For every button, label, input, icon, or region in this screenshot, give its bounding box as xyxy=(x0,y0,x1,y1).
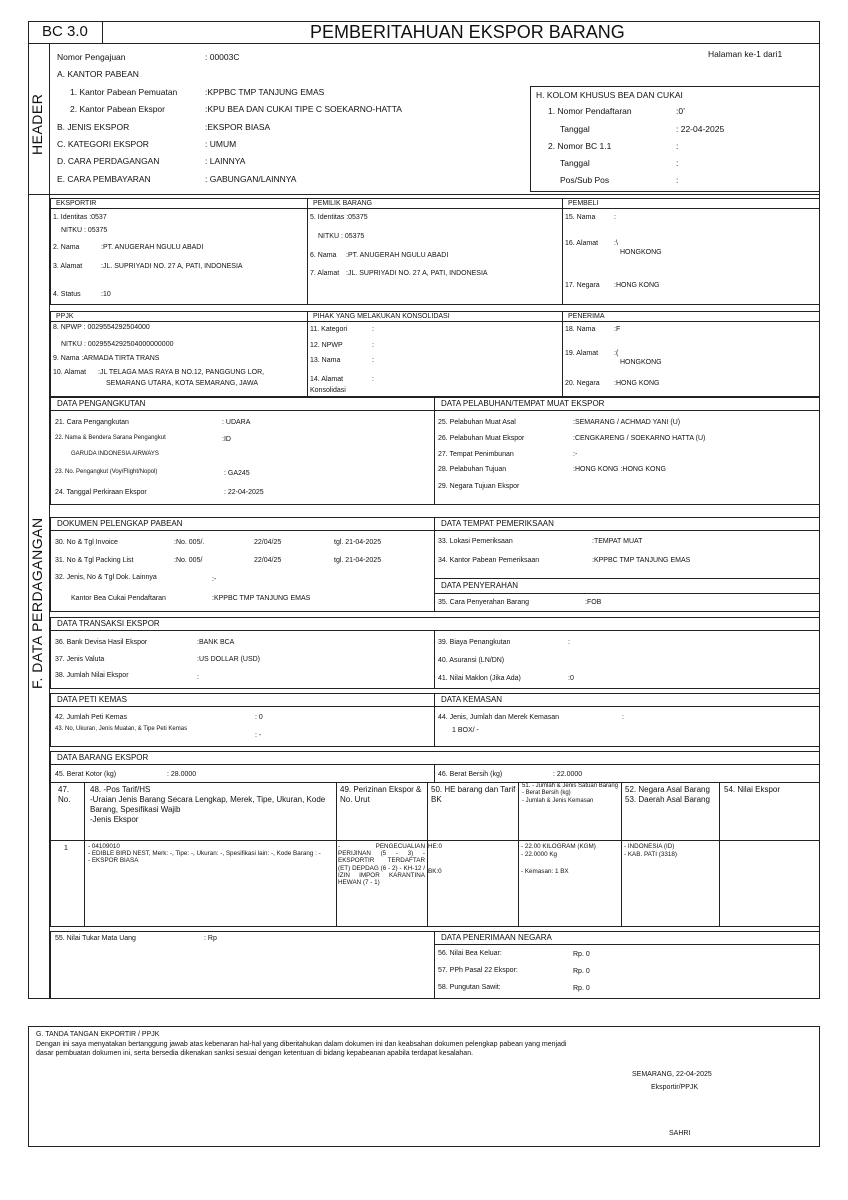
f58-label: 58. Pungutan Sawit: xyxy=(438,984,501,991)
barang-weights-line xyxy=(50,782,820,783)
f30-value-date: 22/04/25 xyxy=(254,539,282,546)
dokumen-title-line xyxy=(50,530,820,531)
f27-value: :- xyxy=(573,451,578,458)
pengangkutan-divider xyxy=(434,397,435,505)
kantor-ekspor-value: :KPU BEA DAN CUKAI TIPE C SOEKARNO-HATTA xyxy=(205,104,402,114)
konsolidasi-kategori: 11. Kategori xyxy=(310,326,348,333)
f35-label: 35. Cara Penyerahan Barang xyxy=(438,599,530,606)
f24-label: 24. Tanggal Perkiraan Ekspor xyxy=(55,489,147,496)
petikemas-title: DATA PETI KEMAS xyxy=(57,695,127,704)
f55-label: 55. Nilai Tukar Mata Uang xyxy=(55,935,136,942)
penerima-nama-value: :F xyxy=(614,326,621,333)
ppjk-title: PPJK xyxy=(56,313,74,320)
petikemas-divider xyxy=(434,693,435,747)
signature-role: Eksportir/PPJK xyxy=(651,1084,699,1091)
penyerahan-top-line xyxy=(434,578,820,579)
f30-value: :No. 005/. xyxy=(174,539,205,546)
pemilik-identitas: 5. Identitas :05375 xyxy=(310,214,368,221)
f30-tgl: tgl. 21-04-2025 xyxy=(334,539,382,546)
f21-value: : UDARA xyxy=(222,419,251,426)
pengangkutan-title: DATA PENGANGKUTAN xyxy=(57,399,146,408)
pembeli-negara-value: :HONG KONG xyxy=(614,282,660,289)
transaksi-divider xyxy=(434,630,435,689)
pembeli-title: PEMBELI xyxy=(568,200,599,207)
header-bottom-line xyxy=(28,194,820,195)
f32-value: :- xyxy=(212,576,217,583)
item-row-negara-asal: - INDONESIA (ID) xyxy=(624,843,675,850)
pemilik-alamat-label: 7. Alamat xyxy=(310,270,340,277)
petikemas-block xyxy=(50,693,820,747)
col-52-right xyxy=(719,782,720,927)
pemilik-nitku: NITKU : 05375 xyxy=(318,233,365,240)
f45-value: : 28.0000 xyxy=(167,771,197,778)
konsolidasi-alamat-2: Konsolidasi xyxy=(310,387,346,394)
eksportir-title: EKSPORTIR xyxy=(56,200,97,207)
pemilik-nama-label: 6. Nama xyxy=(310,252,337,259)
nomor-pengajuan-label: Nomor Pengajuan xyxy=(57,52,126,62)
nomor-bc11-value: : xyxy=(676,141,679,151)
dokumen-title: DOKUMEN PELENGKAP PABEAN xyxy=(57,519,183,528)
col-header-47: 47. No. xyxy=(58,785,71,804)
col-header-50: 50. HE barang dan Tarif BK xyxy=(431,785,516,804)
title-code-divider xyxy=(102,21,103,44)
transaksi-block xyxy=(50,617,820,689)
pemilik-title: PEMILIK BARANG xyxy=(313,200,373,207)
f29-label: 29. Negara Tujuan Ekspor xyxy=(438,483,520,490)
nomor-bc11-label: 2. Nomor BC 1.1 xyxy=(548,141,612,151)
f43-value: : - xyxy=(255,732,262,739)
f30-label: 30. No & Tgl Invoice xyxy=(55,539,118,546)
ppjk-npwp: 8. NPWP : 0029554292504000 xyxy=(53,324,150,331)
f34-label: 34. Kantor Pabean Pemeriksaan xyxy=(438,557,540,564)
item-row-perizinan: - PENGECUALIAN PERIJINAN (5 - 3) - EKSPORTIR TERDAFTAR (ET) DEPDAG (6 - 2) - KH-12 / IZIN IMPOR KARANTINA HEWAN (7 - 1) xyxy=(338,843,425,887)
f39-label: 39. Biaya Penangkutan xyxy=(438,639,511,646)
ppjk-alamat-label: 10. Alamat xyxy=(53,369,87,376)
page-info: Halaman ke-1 dari1 xyxy=(708,49,783,59)
f38-value: : xyxy=(197,674,199,681)
penerimaan-divider xyxy=(434,931,435,999)
ppjk-alamat-value-1: :JL TELAGA MAS RAYA B NO.12, PANGGUNG LOR, xyxy=(98,369,265,376)
f40-label: 40. Asuransi (LN/DN) xyxy=(438,657,505,664)
ppjk-alamat-value-2: SEMARANG UTARA, KOTA SEMARANG, JAWA xyxy=(106,380,259,387)
parties-2-title-line xyxy=(50,321,820,322)
kantor-ekspor-label: 2. Kantor Pabean Ekspor xyxy=(70,104,165,114)
f25-label: 25. Pelabuhan Muat Asal xyxy=(438,419,516,426)
f35-value: :FOB xyxy=(585,599,602,606)
cara-perdagangan-value: : LAINNYA xyxy=(205,156,246,166)
f44-value: 1 BOX/ - xyxy=(452,727,479,734)
eksportir-identitas: 1. Identitas :0537 xyxy=(53,214,107,221)
parties-2-divider-b xyxy=(562,311,563,397)
kantor-pemuatan-label: 1. Kantor Pabean Pemuatan xyxy=(70,87,178,97)
penerima-negara-value: :HONG KONG xyxy=(614,380,660,387)
konsolidasi-nama: 13. Nama xyxy=(310,357,341,364)
transaksi-title-line xyxy=(50,630,820,631)
f56-label: 56. Nilai Bea Keluar: xyxy=(438,950,502,957)
col-51-right xyxy=(621,782,622,927)
pemilik-nama-value: :PT. ANUGERAH NGULU ABADI xyxy=(346,252,449,259)
col-48-right xyxy=(336,782,337,927)
f44-colon: : xyxy=(622,714,624,721)
eksportir-alamat-label: 3. Alamat xyxy=(53,263,83,270)
f45-label: 45. Berat Kotor (kg) xyxy=(55,771,117,778)
eksportir-nitku: NITKU : 05375 xyxy=(61,227,108,234)
penyerahan-title: DATA PENYERAHAN xyxy=(441,581,519,590)
nomor-pendaftaran-value: :0’ xyxy=(676,106,685,116)
item-row-he: HE:0 xyxy=(428,843,442,850)
parties-2-divider-a xyxy=(307,311,308,397)
ppjk-nitku: NITKU : 0029554292504000000000 xyxy=(61,341,174,348)
penerima-title: PENERIMA xyxy=(568,313,605,320)
cara-pembayaran-value: : GABUNGAN/LAINNYA xyxy=(205,174,297,184)
f41-value: :0 xyxy=(568,675,574,682)
title-bottom-line xyxy=(28,43,820,44)
f57-value: Rp. 0 xyxy=(573,968,590,975)
f22-label: 22. Nama & Bendera Sarana Pengangkut xyxy=(55,435,166,441)
f42-value: : 0 xyxy=(255,714,263,721)
konsolidasi-npwp: 12. NPWP xyxy=(310,342,343,349)
pos-subpos-label: Pos/Sub Pos xyxy=(560,175,610,185)
f26-label: 26. Pelabuhan Muat Ekspor xyxy=(438,435,525,442)
konsolidasi-alamat-colon: : xyxy=(372,376,374,383)
f22-value: :ID xyxy=(222,436,231,443)
item-row-kemasan: - Kemasan: 1 BX xyxy=(521,868,569,875)
form-title: PEMBERITAHUAN EKSPOR BARANG xyxy=(310,22,625,42)
signature-title: G. TANDA TANGAN EKPORTIR / PPJK xyxy=(36,1031,160,1038)
form-code: BC 3.0 xyxy=(42,23,88,40)
penerima-alamat-value-2: HONGKONG xyxy=(620,359,662,366)
signature-place-date: SEMARANG, 22-04-2025 xyxy=(632,1071,712,1078)
f31-label: 31. No & Tgl Packing List xyxy=(55,557,134,564)
parties-1-divider-a xyxy=(307,198,308,305)
pembeli-nama-value: : xyxy=(614,214,616,221)
dokumen-divider xyxy=(434,517,435,612)
cara-perdagangan-label: D. CARA PERDAGANGAN xyxy=(57,156,160,166)
signature-statement-1: Dengan ini saya menyatakan bertanggung jawab atas kebenaran hal-hal yang diberitahukan dalam dokumen ini dan keabsahan dokumen pelengkap pabean yang menjadi xyxy=(36,1041,567,1048)
penyerahan-title-line xyxy=(434,593,820,594)
eksportir-status-label: 4. Status xyxy=(53,291,81,298)
f23-value: : GA245 xyxy=(224,470,250,477)
f27-label: 27. Tempat Penimbunan xyxy=(438,451,514,458)
pembeli-nama-label: 15. Nama xyxy=(565,214,596,221)
col-header-54: 54. Nilai Ekspor xyxy=(724,785,781,794)
penerima-negara-label: 20. Negara xyxy=(565,380,600,387)
f37-label: 37. Jenis Valuta xyxy=(55,656,105,663)
ppjk-nama: 9. Nama :ARMADA TIRTA TRANS xyxy=(53,355,160,362)
col-49-right xyxy=(427,782,428,927)
kbc-label: Kantor Bea Cukai Pendaftaran xyxy=(71,595,166,602)
f42-label: 42. Jumlah Peti Kemas xyxy=(55,714,127,721)
barang-title-line xyxy=(50,764,820,765)
konsolidasi-npwp-colon: : xyxy=(372,342,374,349)
f31-tgl: tgl. 21-04-2025 xyxy=(334,557,382,564)
f26-value: :CENGKARENG / SOEKARNO HATTA (U) xyxy=(573,435,706,442)
pengangkutan-block xyxy=(50,397,820,505)
f38-label: 38. Jumlah Nilai Ekspor xyxy=(55,672,129,679)
kategori-ekspor-label: C. KATEGORI EKSPOR xyxy=(57,139,149,149)
parties-1-divider-b xyxy=(562,198,563,305)
jenis-ekspor-label: B. JENIS EKSPOR xyxy=(57,122,130,132)
col-50-right xyxy=(518,782,519,927)
f31-value-date: 22/04/25 xyxy=(254,557,282,564)
pembeli-alamat-label: 16. Alamat xyxy=(565,240,599,247)
jenis-ekspor-value: :EKSPOR BIASA xyxy=(205,122,271,132)
konsolidasi-nama-colon: : xyxy=(372,357,374,364)
f24-value: : 22-04-2025 xyxy=(224,489,264,496)
side-label-trade: F. DATA PERDAGANGAN xyxy=(29,517,45,689)
eksportir-nama-label: 2. Nama xyxy=(53,244,80,251)
f41-label: 41. Nilai Maklon (Jika Ada) xyxy=(438,675,521,682)
cara-pembayaran-label: E. CARA PEMBAYARAN xyxy=(57,174,151,184)
f36-label: 36. Bank Devisa Hasil Ekspor xyxy=(55,639,148,646)
col-header-49: 49. Perizinan Ekspor & No. Urut xyxy=(340,785,422,804)
f44-label: 44. Jenis, Jumlah dan Merek Kemasan xyxy=(438,714,560,721)
f31-value: :No. 005/ xyxy=(174,557,203,564)
parties-1-title-line xyxy=(50,208,820,209)
barang-title: DATA BARANG EKSPOR xyxy=(57,753,149,762)
barang-weights-divider xyxy=(434,764,435,782)
f46-value: : 22.0000 xyxy=(553,771,583,778)
kemasan-title: DATA KEMASAN xyxy=(441,695,503,704)
konsolidasi-title: PIHAK YANG MELAKUKAN KONSOLIDASI xyxy=(313,313,450,320)
petikemas-title-line xyxy=(50,706,820,707)
f46-label: 46. Berat Bersih (kg) xyxy=(438,771,503,778)
barang-header-line xyxy=(50,840,820,841)
col-header-51: 51. - Jumlah & Jenis Satuan Barang - Berat Bersih (kg) - Jumlah & Jenis Kemasan xyxy=(522,783,619,804)
nomor-pengajuan-value: : 00003C xyxy=(205,52,240,62)
f33-label: 33. Lokasi Pemeriksaan xyxy=(438,538,513,545)
f32-label: 32. Jenis, No & Tgl Dok. Lainnya xyxy=(55,574,157,581)
nomor-pendaftaran-label: 1. Nomor Pendaftaran xyxy=(548,106,632,116)
item-row-no: 1 xyxy=(64,845,68,852)
f23-label: 23. No. Pengangkut (Voy/Flight/Nopol) xyxy=(55,469,158,475)
pembeli-negara-label: 17. Negara xyxy=(565,282,600,289)
penerima-nama-label: 18. Nama xyxy=(565,326,596,333)
f56-value: Rp. 0 xyxy=(573,951,590,958)
penerima-alamat-label: 19. Alamat xyxy=(565,350,599,357)
penerimaan-title-line xyxy=(434,944,820,945)
pembeli-alamat-value-2: HONGKONG xyxy=(620,249,662,256)
eksportir-alamat-value: :JL. SUPRIYADI NO. 27 A, PATI, INDONESIA xyxy=(101,263,243,270)
barang-block xyxy=(50,751,820,927)
transaksi-title: DATA TRANSAKSI EKSPOR xyxy=(57,619,160,628)
item-row-daerah-asal: - KAB. PATI (3318) xyxy=(624,851,677,858)
col-47-right xyxy=(84,782,85,927)
pembeli-alamat-value-1: :\ xyxy=(614,240,618,247)
konsolidasi-alamat-1: 14. Alamat xyxy=(310,376,344,383)
col-header-48: 48. -Pos Tarif/HS -Uraian Jenis Barang Secara Lengkap, Merek, Tipe, Ukuran, Kode Barang, Spesifikasi Wajib -Jenis Ekspor xyxy=(90,785,326,824)
kantor-pemuatan-value: :KPPBC TMP TANJUNG EMAS xyxy=(205,87,325,97)
f25-value: :SEMARANG / ACHMAD YANI (U) xyxy=(573,419,681,426)
item-row-bk: BK:0 xyxy=(428,868,442,875)
pos-subpos-value: : xyxy=(676,175,679,185)
f28-label: 28. Pelabuhan Tujuan xyxy=(438,466,507,473)
f28-value: :HONG KONG :HONG KONG xyxy=(573,466,666,473)
f34-value: :KPPBC TMP TANJUNG EMAS xyxy=(592,557,691,564)
pemeriksaan-title: DATA TEMPAT PEMERIKSAAN xyxy=(441,519,554,528)
kantor-pabean-label: A. KANTOR PABEAN xyxy=(57,69,139,79)
f55-value: : Rp xyxy=(204,935,217,942)
kbc-value: :KPPBC TMP TANJUNG EMAS xyxy=(212,595,311,602)
pemilik-alamat-value: :JL. SUPRIYADI NO. 27 A, PATI, INDONESIA xyxy=(346,270,488,277)
konsolidasi-kategori-colon: : xyxy=(372,326,374,333)
eksportir-nama-value: :PT. ANUGERAH NGULU ABADI xyxy=(101,244,204,251)
f36-value: :BANK BCA xyxy=(197,639,235,646)
tanggal-bc11-label: Tanggal xyxy=(560,158,590,168)
signature-statement-2: dasar pembuatan dokumen ini, serta bersedia dikenakan sanksi sesuai dengan ketentuan di bidang kepabeanan apabila terdapat kesalahan. xyxy=(36,1050,474,1057)
kolom-khusus-title: H. KOLOM KHUSUS BEA DAN CUKAI xyxy=(536,90,683,100)
f43-label: 43. No, Ukuran, Jenis Muatan, & Tipe Peti Kemas xyxy=(55,726,188,732)
penerima-alamat-value-1: :( xyxy=(614,350,619,357)
kategori-ekspor-value: : UMUM xyxy=(205,139,237,149)
tanggal-pendaftaran-value: : 22-04-2025 xyxy=(676,124,725,134)
pelabuhan-title: DATA PELABUHAN/TEMPAT MUAT EKSPOR xyxy=(441,399,605,408)
side-label-header: HEADER xyxy=(29,93,45,155)
f57-label: 57. PPh Pasal 22 Ekspor: xyxy=(438,967,518,974)
pengangkutan-title-line xyxy=(50,410,820,411)
penerimaan-block xyxy=(50,931,820,999)
f58-value: Rp. 0 xyxy=(573,985,590,992)
signature-name: SAHRI xyxy=(669,1130,691,1137)
item-row-description: - 04109010 - EDIBLE BIRD NEST, Merk: -, Tipe: -, Ukuran: -, Spesifikasi lain: -, Kode Barang : - - EKSPOR BIASA xyxy=(88,843,321,865)
f37-value: :US DOLLAR (USD) xyxy=(197,656,261,663)
f21-label: 21. Cara Pengangkutan xyxy=(55,419,129,426)
penerimaan-title: DATA PENERIMAAN NEGARA xyxy=(441,933,552,942)
col-header-52-53: 52. Negara Asal Barang 53. Daerah Asal Barang xyxy=(625,785,710,804)
f33-value: :TEMPAT MUAT xyxy=(592,538,643,545)
f39-value: : xyxy=(568,639,570,646)
tanggal-bc11-value: : xyxy=(676,158,679,168)
eksportir-status-value: :10 xyxy=(101,291,111,298)
tanggal-pendaftaran-label: Tanggal xyxy=(560,124,590,134)
f22-carrier-name: GARUDA INDONESIA AIRWAYS xyxy=(71,451,159,457)
item-row-jumlah: - 22.00 KILOGRAM (KGM) xyxy=(521,843,596,850)
item-row-berat: - 22.0000 Kg xyxy=(521,851,558,858)
